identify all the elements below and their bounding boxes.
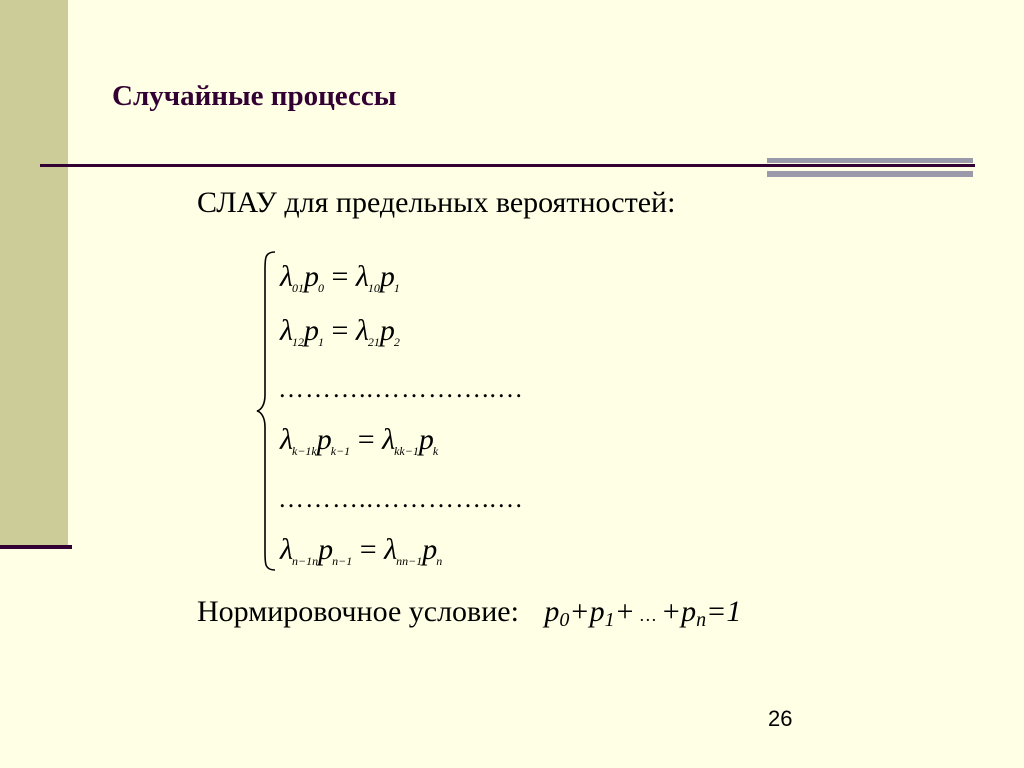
p-subscript: 1 (318, 335, 324, 349)
system-subtitle: СЛАУ для предельных вероятностей: (197, 186, 676, 219)
lambda-subscript: 12 (292, 335, 304, 349)
norm-rhs: =1 (706, 595, 742, 628)
gray-rule-bottom (767, 171, 973, 177)
equation-row: $\lambda_{01}p_0 = \lambda_{10}p_1$ (280, 260, 400, 295)
equation-row: $\lambda_{k-1k}p_{k-1} = \lambda_{kk-1}p_k$ (280, 423, 439, 458)
lambda-subscript: nn−1 (396, 554, 423, 568)
p0-subscript: 0 (559, 609, 570, 631)
slide-title: Случайные процессы (112, 80, 397, 112)
lambda-subscript: n−1n (292, 554, 319, 568)
p-subscript: 1 (393, 281, 400, 295)
p-subscript: k (432, 444, 439, 458)
ellipsis-row: ………..…………..… (278, 484, 524, 513)
lambda-subscript: k−1k (292, 444, 317, 458)
equation-row: $\lambda_{12}p_1 = \lambda_{21}p_2$ (280, 314, 400, 349)
title-divider (40, 164, 975, 167)
left-brace (255, 250, 277, 572)
p-subscript: 0 (318, 281, 324, 295)
p-subscript: n (436, 554, 443, 568)
lambda-subscript: 21 (367, 335, 380, 349)
normalization-condition (197, 595, 741, 632)
pn-subscript: n (696, 609, 707, 631)
p-subscript: k−1 (330, 444, 351, 458)
ellipsis-row: ………..…………..… (278, 374, 524, 403)
norm-ellipsis: … (638, 605, 657, 625)
lambda-subscript: 01 (292, 281, 304, 295)
p-subscript: 2 (393, 335, 400, 349)
left-decorative-line (0, 545, 72, 549)
norm-formula: $p_0+p_1+$ … $+p_n=1$ (544, 595, 742, 631)
p-subscript: n−1 (332, 554, 353, 568)
equation-row: $\lambda_{n-1n}p_{n-1} = \lambda_{nn-1}p_n$ (280, 533, 443, 568)
norm-label: Нормировочное условие: (197, 595, 519, 628)
gray-rule-top (767, 158, 973, 163)
p1-subscript: 1 (604, 609, 615, 631)
page-number: 26 (768, 706, 793, 731)
lambda-subscript: kk−1 (394, 444, 419, 458)
lambda-subscript: 10 (367, 281, 380, 295)
left-decorative-bar (0, 0, 68, 545)
